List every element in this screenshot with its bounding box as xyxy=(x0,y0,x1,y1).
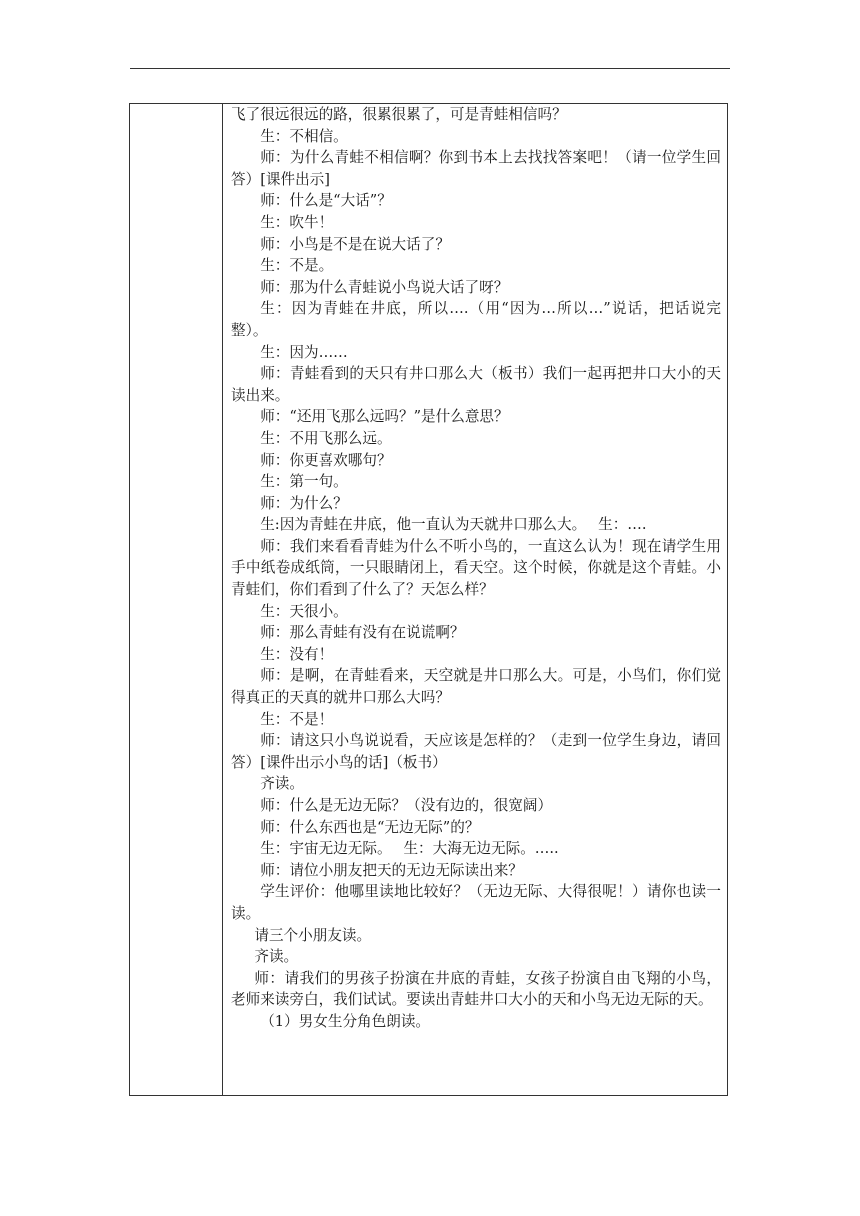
text-line: 齐读。 xyxy=(254,948,299,966)
text-line: 学生评价：他哪里读地比较好？（无边无际、大得很呢！）请你也读一读。 xyxy=(231,883,721,922)
text-line: 生：因为青蛙在井底，所以….（用“因为…所以…”说话，把话说完整）。 xyxy=(231,300,721,339)
text-line: 生:因为青蛙在井底，他一直认为天就井口那么大。 生：…. xyxy=(260,516,647,534)
text-line: 生：第一句。 xyxy=(260,473,348,491)
text-line: 师：请我们的男孩子扮演在井底的青蛙，女孩子扮演自由飞翔的小鸟，老师来读旁白，我们试试。要读出青蛙井口大小的天和小鸟无边无际的天。 xyxy=(231,969,721,1009)
text-line: 生：不相信。 xyxy=(260,127,348,145)
text-line: 生：不是！ xyxy=(260,710,334,728)
text-line: 飞了很远很远的路，很累很累了，可是青蛙相信吗？ xyxy=(231,106,567,123)
text-line: 师：那么青蛙有没有在说谎啊？ xyxy=(260,624,465,642)
text-line: 生：宇宙无边无际。 生：大海无边无际。….. xyxy=(260,840,559,858)
text-line: 师：什么是“大话”？ xyxy=(260,192,392,210)
text-line: 师：什么是无边无际？（没有边的，很宽阔） xyxy=(260,797,553,814)
text-line: 生：吹牛！ xyxy=(260,213,334,231)
text-line: 师：青蛙看到的天只有井口那么大（板书）我们一起再把井口大小的天读出来。 xyxy=(231,365,721,404)
text-line: （1）男女生分角色朗读。 xyxy=(260,1012,431,1030)
lesson-content xyxy=(231,104,721,1033)
text-line: 师：“还用飞那么远吗？”是什么意思？ xyxy=(260,408,509,426)
text-line: 师：请位小朋友把天的无边无际读出来？ xyxy=(260,861,523,879)
text-line: 生：不用飞那么远。 xyxy=(260,429,392,447)
text-line: 师：为什么青蛙不相信啊？你到书本上去找找答案吧！（请一位学生回答）[课件出示] xyxy=(231,149,721,188)
text-line: 师：我们来看看青蛙为什么不听小鸟的，一直这么认为！现在请学生用手中纸卷成纸筒，一只眼睛闭上，看天空。这个时候，你就是这个青蛙。小青蛙们，你们看到了什么了？天怎么样？ xyxy=(231,537,721,599)
text-line: 齐读。 xyxy=(260,775,304,793)
text-line: 师：请这只小鸟说说看，天应该是怎样的？（走到一位学生身边，请回答）[课件出示小鸟的话]（板书） xyxy=(231,732,721,771)
text-line: 请三个小朋友读。 xyxy=(254,926,372,944)
text-line: 师：小鸟是不是在说大话了？ xyxy=(260,235,450,253)
text-line: 师：什么东西也是“无边无际”的？ xyxy=(260,818,480,836)
text-line: 生：没有！ xyxy=(260,645,334,663)
text-line: 生：因为…… xyxy=(260,343,348,361)
text-line: 师：那为什么青蛙说小鸟说大话了呀？ xyxy=(260,278,509,296)
lesson-table xyxy=(129,103,728,1096)
text-line: 生：不是。 xyxy=(260,257,334,275)
text-line: 生：天很小。 xyxy=(260,602,348,620)
header-rule xyxy=(130,68,730,69)
text-line: 师：你更喜欢哪句？ xyxy=(260,451,392,469)
text-line: 师：为什么？ xyxy=(260,494,348,512)
text-line: 师：是啊，在青蛙看来，天空就是井口那么大。可是，小鸟们，你们觉得真正的天真的就井口那么大吗？ xyxy=(231,667,721,707)
left-column-cell xyxy=(130,104,223,1095)
